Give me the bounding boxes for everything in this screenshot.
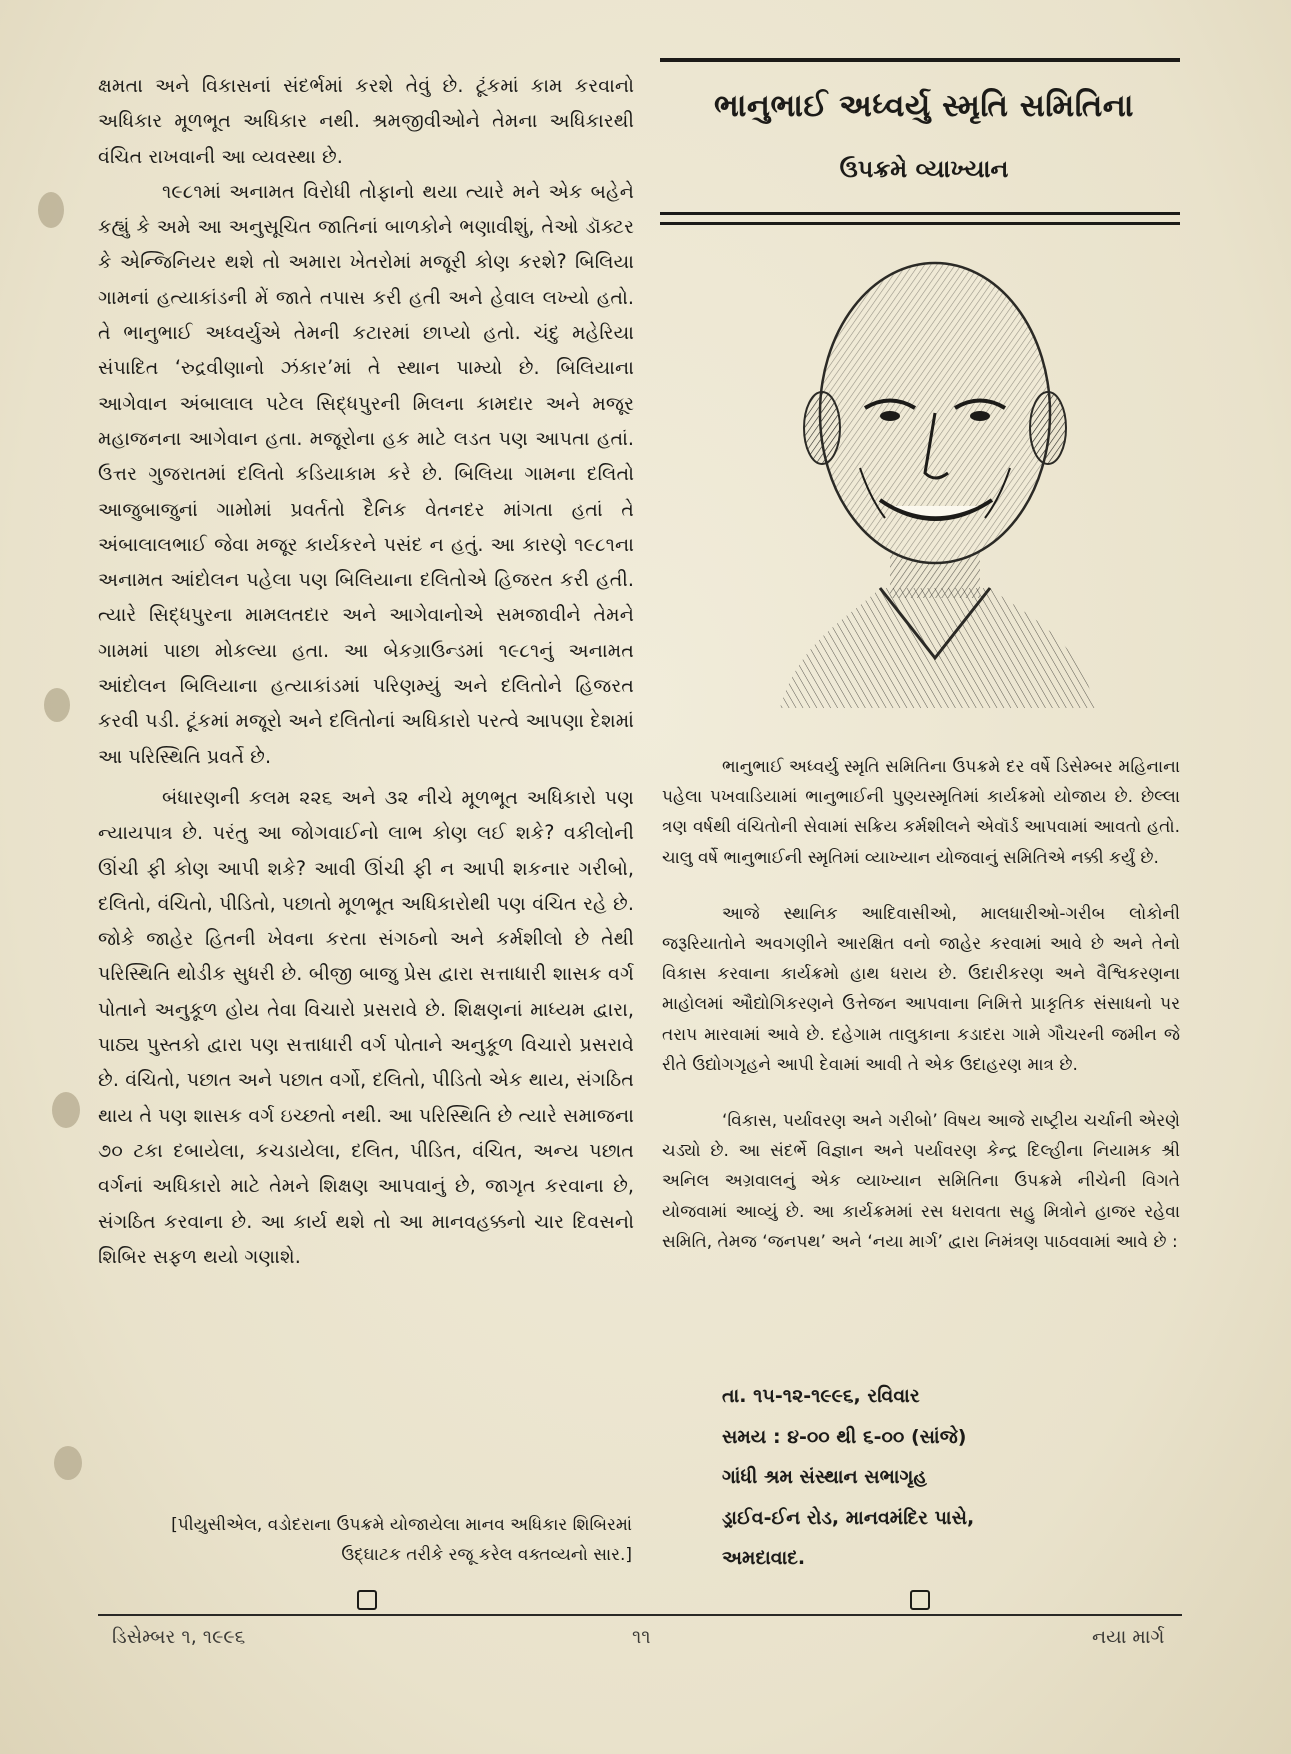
event-city: અમદાવાદ. [722,1547,806,1569]
end-mark-box [910,1590,930,1610]
announcement-title: ભાનુભાઈ અધ્વર્યુ સ્મૃતિ સમિતિના [714,88,1134,124]
heading-top-rule [660,58,1180,62]
announcement-body [662,752,1180,1257]
footer-page-number: ૧૧ [632,1626,651,1648]
event-details [722,1376,1182,1579]
footer-date: ડિસેમ્બર ૧, ૧૯૯૬ [112,1626,246,1648]
left-paragraph-2: ૧૯૮૧માં અનામત વિરોધી તોફાનો થયા ત્યારે મને એક બહેને કહ્યું કે અમે આ અનુસૂચિત જાતિનાં બાળકોને ભણાવીશું, તેઓ ડૉક્ટર કે એન્જિનિયર થશે તો અમારા ખેતરોમાં મજૂરી કોણ કરશે? બિલિયા ગામનાં હત્યાકાંડની મેં જાતે તપાસ કરી હતી અને હેવાલ લખ્યો હતો. તે ભાનુભાઈ અધ્વર્યુએ તેમની કટારમાં છાપ્યો હતો. ચંદુ મહેરિયા સંપાદિત ‘રુદ્રવીણાનો ઝંકાર’માં તે સ્થાન પામ્યો છે. બિલિયાના આગેવાન અંબાલાલ પટેલ સિદ્ધપુરની મિલના કામદાર અને મજૂર મહાજનના આગેવાન હતા. મજૂરોના હક માટે લડત પણ આપતા હતાં. ઉત્તર ગુજરાતમાં દલિતો કડિયાકામ કરે છે. બિલિયા ગામના દલિતો આજુબાજુનાં ગામોમાં પ્રવર્તતો દૈનિક વેતનદર માંગતા હતાં તે અંબાલાલભાઈ જેવા મજૂર કાર્યકરને પસંદ ન હતું. આ કારણે ૧૯૮૧ના અનામત આંદોલન પહેલા પણ બિલિયાના દલિતોએ હિજરત કરી હતી. ત્યારે સિદ્ધપુરના મામલતદાર અને આગેવાનોએ સમજાવીને તેમને ગામમાં પાછા મોકલ્યા હતા. આ બેકગ્રાઉન્ડમાં ૧૯૮૧નું અનામત આંદોલન બિલિયાના હત્યાકાંડમાં પરિણમ્યું અને દલિતોને હિજરત કરવી પડી. ટૂંકમાં મજૂરો અને દલિતોનાં અધિકારો પરત્વે આપણા દેશમાં આ પરિસ્થિતિ પ્રવર્તે છે. [98,179,634,768]
article-source-note: [પીયુસીએલ, વડોદરાના ઉપક્રમે યોજાયેલા માનવ અધિકાર શિબિરમાં ઉદ્‌ઘાટક તરીકે રજૂ કરેલ વક્તવ્યનો સાર.] [171,1515,632,1565]
event-date: તા. ૧૫-૧૨-૧૯૯૬, રવિવાર [722,1385,920,1407]
left-paragraph-1: ક્ષમતા અને વિકાસનાં સંદર્ભમાં કરશે તેવું છે. ટૂંકમાં કામ કરવાનો અધિકાર મૂળભૂત અધિકાર નથી. શ્રમજીવીઓને તેમના અધિકારથી વંચિત રાખવાની આ વ્યવસ્થા છે. [98,74,634,168]
punch-hole [54,1446,82,1480]
left-paragraph-3: બંધારણની કલમ ૨૨૬ અને ૩૨ નીચે મૂળભૂત અધિકારો પણ ન્યાયપાત્ર છે. પરંતુ આ જોગવાઈનો લાભ કોણ લઈ શકે? વકીલોની ઊંચી ફી કોણ આપી શકે? આવી ઊંચી ફી ન આપી શકનાર ગરીબો, દલિતો, વંચિતો, પીડિતો, પછાતો મૂળભૂત અધિકારોથી પણ વંચિત રહે છે. જોકે જાહેર હિતની ખેવના કરતા સંગઠનો અને કર્મશીલો છે તેથી પરિસ્થિતિ થોડીક સુધરી છે. બીજી બાજુ પ્રેસ દ્વારા સત્તાધારી શાસક વર્ગ પોતાને અનુકૂળ હોય તેવા વિચારો પ્રસરાવે છે. શિક્ષણનાં માધ્યમ દ્વારા, પાઠ્ય પુસ્તકો દ્વારા પણ સત્તાધારી વર્ગ પોતાને અનુકૂળ વિચારો પ્રસરાવે છે. વંચિતો, પછાત અને પછાત વર્ગો, દલિતો, પીડિતો એક થાય, સંગઠિત થાય તે પણ શાસક વર્ગ ઇચ્છતો નથી. આ પરિસ્થિતિ છે ત્યારે સમાજના ૭૦ ટકા દબાયેલા, કચડાયેલા, દલિત, પીડિત, વંચિત, અન્ય પછાત વર્ગનાં અધિકારો માટે તેમને શિક્ષણ આપવાનું છે, જાગૃત કરવાના છે, સંગઠિત કરવાના છે. આ કાર્ય થશે તો આ માનવહક્કનો ચાર દિવસનો શિબિર સફળ થયો ગણાશે. [98,785,634,1268]
event-venue: ગાંધી શ્રમ સંસ્થાન સભાગૃહ [722,1466,927,1488]
punch-hole [44,688,70,722]
footer-rule [98,1614,1182,1616]
right-paragraph-1: ભાનુભાઈ અધ્વર્યુ સ્મૃતિ સમિતિના ઉપક્રમે દર વર્ષે ડિસેમ્બર મહિનાના પહેલા પખવાડિયામાં ભાનુભાઈની પુણ્યસ્મૃતિમાં કાર્યક્રમો યોજાય છે. છેલ્લા ત્રણ વર્ષથી વંચિતોની સેવામાં સક્રિય કર્મશીલને એવૉર્ડ આપવામાં આવતો હતો. ચાલુ વર્ષે ભાનુભાઈની સ્મૃતિમાં વ્યાખ્યાન યોજવાનું સમિતિએ નક્કી કર્યું છે. [662,757,1180,868]
portrait-illustration [760,238,1110,718]
event-time: સમય : ૪-૦૦ થી ૬-૦૦ (સાંજે) [722,1425,967,1448]
event-address: ડ્રાઈવ-ઈન રોડ, માનવમંદિર પાસે, [722,1506,975,1529]
footer-publication: નયા માર્ગ [1092,1626,1165,1648]
right-paragraph-2: આજે સ્થાનિક આદિવાસીઓ, માલધારીઓ-ગરીબ લોકોની જરૂરિયાતોને અવગણીને આરક્ષિત વનો જાહેર કરવામાં આવે છે અને તેનો વિકાસ કરવાના કાર્યક્રમો હાથ ધરાય છે. ઉદારીકરણ અને વૈશ્વિકરણના માહોલમાં ઔદ્યોગિકરણને ઉત્તેજન આપવાના નિમિત્તે પ્રાકૃતિક સંસાધનો પર તરાપ મારવામાં આવે છે. દહેગામ તાલુકાના કડાદરા ગામે ગૌચરની જમીન જે રીતે ઉદ્યોગગૃહને આપી દેવામાં આવી તે એક ઉદાહરણ માત્ર છે. [662,903,1180,1075]
end-mark-box [357,1590,377,1610]
heading-bottom-rule-2 [660,222,1180,225]
punch-hole [38,192,64,228]
announcement-subtitle: ઉપક્રમે વ્યાખ્યાન [839,155,1009,183]
left-article-column [98,68,634,1274]
heading-bottom-rule [660,212,1180,215]
punch-hole [52,1092,80,1128]
right-paragraph-3: ‘વિકાસ, પર્યાવરણ અને ગરીબો’ વિષય આજે રાષ્ટ્રીય ચર્ચાની એરણે ચડ્યો છે. આ સંદર્ભે વિજ્ઞાન અને પર્યાવરણ કેન્દ્ર દિલ્હીના નિયામક શ્રી અનિલ અગ્રવાલનું એક વ્યાખ્યાન સમિતિના ઉપક્રમે નીચેની વિગતે યોજવામાં આવ્યું છે. આ કાર્યક્રમમાં રસ ધરાવતા સહુ મિત્રોને હાજર રહેવા સમિતિ, તેમજ ‘જનપથ’ અને ‘નયા માર્ગ’ દ્વારા નિમંત્રણ પાઠવવામાં આવે છે : [662,1111,1180,1252]
